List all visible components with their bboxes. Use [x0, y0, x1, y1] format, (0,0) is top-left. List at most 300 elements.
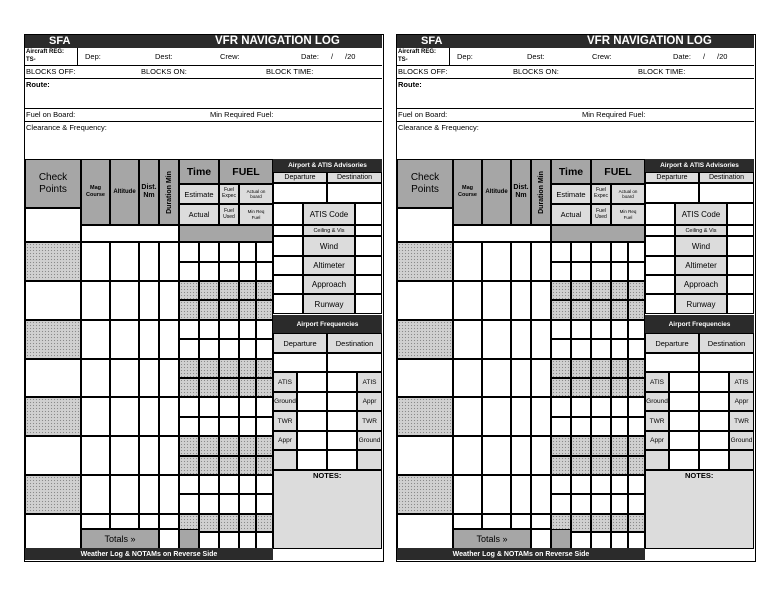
approach-dest-box[interactable]	[727, 275, 754, 294]
freq-departure-box[interactable]	[645, 353, 699, 372]
leg-cell[interactable]	[482, 397, 511, 436]
freq-atis-dep-box[interactable]	[297, 372, 327, 392]
time-fuel-cell[interactable]	[591, 397, 611, 417]
altimeter-dep-box[interactable]	[645, 256, 675, 275]
time-fuel-cell[interactable]	[239, 436, 256, 456]
freq-ground-box[interactable]	[297, 392, 327, 411]
time-fuel-cell[interactable]	[611, 475, 628, 494]
time-fuel-cell[interactable]	[219, 262, 239, 281]
freq-appr-dep-box[interactable]	[297, 431, 327, 450]
time-fuel-cell[interactable]	[571, 456, 591, 475]
time-fuel-cell[interactable]	[551, 417, 571, 436]
time-fuel-cell[interactable]	[256, 494, 273, 514]
checkpoint-cell[interactable]	[25, 242, 81, 281]
leg-cell[interactable]	[453, 281, 482, 320]
time-fuel-cell[interactable]	[199, 359, 219, 378]
advisory-departure-box[interactable]	[273, 183, 327, 203]
time-fuel-cell[interactable]	[611, 532, 628, 549]
leg-cell[interactable]	[453, 397, 482, 436]
leg-cell[interactable]	[453, 475, 482, 514]
time-fuel-cell[interactable]	[239, 339, 256, 359]
ceiling-dest-box[interactable]	[355, 225, 382, 236]
time-fuel-cell[interactable]	[239, 514, 256, 532]
time-fuel-cell[interactable]	[571, 242, 591, 262]
time-fuel-cell[interactable]	[628, 456, 645, 475]
time-fuel-cell[interactable]	[571, 417, 591, 436]
time-fuel-cell[interactable]	[199, 436, 219, 456]
ceiling-dep-box[interactable]	[645, 225, 675, 236]
leg-cell[interactable]	[159, 514, 179, 529]
leg-cell[interactable]	[81, 281, 110, 320]
altimeter-dest-box[interactable]	[355, 256, 382, 275]
time-fuel-cell[interactable]	[571, 475, 591, 494]
time-fuel-cell[interactable]	[551, 281, 571, 300]
time-fuel-cell[interactable]	[256, 300, 273, 320]
date-field[interactable]: Date:	[301, 52, 319, 61]
leg-cell[interactable]	[159, 242, 179, 281]
time-fuel-cell[interactable]	[256, 262, 273, 281]
time-fuel-cell[interactable]	[571, 262, 591, 281]
time-fuel-cell[interactable]	[551, 339, 571, 359]
time-fuel-cell[interactable]	[239, 242, 256, 262]
time-fuel-cell[interactable]	[199, 262, 219, 281]
time-fuel-cell[interactable]	[219, 339, 239, 359]
atis-dep-box[interactable]	[645, 203, 675, 225]
time-fuel-cell[interactable]	[551, 262, 571, 281]
time-fuel-cell[interactable]	[571, 494, 591, 514]
time-fuel-cell[interactable]	[551, 300, 571, 320]
totals-dist-box[interactable]	[159, 529, 179, 549]
time-fuel-cell[interactable]	[591, 532, 611, 549]
leg-cell[interactable]	[159, 436, 179, 475]
time-fuel-cell[interactable]	[591, 436, 611, 456]
time-fuel-cell[interactable]	[199, 417, 219, 436]
checkpoint-cell[interactable]	[397, 514, 453, 549]
time-fuel-cell[interactable]	[551, 494, 571, 514]
leg-cell[interactable]	[110, 320, 139, 359]
time-fuel-cell[interactable]	[591, 262, 611, 281]
leg-cell[interactable]	[110, 397, 139, 436]
fuel-on-board-field[interactable]: Fuel on Board:	[398, 110, 448, 119]
leg-cell[interactable]	[139, 281, 159, 320]
time-fuel-cell[interactable]	[179, 397, 199, 417]
time-fuel-cell[interactable]	[239, 359, 256, 378]
checkpoint-cell[interactable]	[397, 475, 453, 514]
dest-field[interactable]: Dest:	[155, 52, 173, 61]
time-fuel-cell[interactable]	[611, 417, 628, 436]
ceiling-dest-box[interactable]	[727, 225, 754, 236]
time-fuel-cell[interactable]	[591, 339, 611, 359]
time-fuel-cell[interactable]	[256, 320, 273, 339]
freq-twr-dest-box[interactable]	[327, 411, 357, 431]
time-fuel-cell[interactable]	[179, 378, 199, 397]
time-fuel-cell[interactable]	[628, 300, 645, 320]
time-fuel-cell[interactable]	[591, 359, 611, 378]
time-fuel-cell[interactable]	[628, 378, 645, 397]
time-fuel-cell[interactable]	[628, 532, 645, 549]
leg-cell[interactable]	[139, 514, 159, 529]
min-required-fuel-field[interactable]: Min Required Fuel:	[582, 110, 646, 119]
time-fuel-cell[interactable]	[199, 320, 219, 339]
leg-cell[interactable]	[511, 436, 531, 475]
leg-cell[interactable]	[511, 320, 531, 359]
time-fuel-cell[interactable]	[239, 320, 256, 339]
freq-departure-box[interactable]	[273, 353, 327, 372]
leg-cell[interactable]	[81, 242, 110, 281]
fuel-on-board-field[interactable]: Fuel on Board:	[26, 110, 76, 119]
time-fuel-cell[interactable]	[239, 456, 256, 475]
checkpoint-cell[interactable]	[25, 514, 81, 549]
time-fuel-cell[interactable]	[611, 456, 628, 475]
time-fuel-cell[interactable]	[628, 494, 645, 514]
checkpoint-cell[interactable]	[397, 242, 453, 281]
time-fuel-cell[interactable]	[219, 456, 239, 475]
time-fuel-cell[interactable]	[628, 475, 645, 494]
time-fuel-cell[interactable]	[179, 320, 199, 339]
time-fuel-cell[interactable]	[611, 281, 628, 300]
time-fuel-cell[interactable]	[628, 514, 645, 532]
checkpoint-cell[interactable]	[397, 436, 453, 475]
time-fuel-cell[interactable]	[219, 359, 239, 378]
time-fuel-cell[interactable]	[199, 281, 219, 300]
time-fuel-cell[interactable]	[551, 475, 571, 494]
time-fuel-cell[interactable]	[611, 378, 628, 397]
clearance-frequency-field[interactable]: Clearance & Frequency:	[26, 123, 107, 132]
leg-cell[interactable]	[81, 514, 110, 529]
totals-dist-box[interactable]	[531, 529, 551, 549]
time-fuel-cell[interactable]	[571, 378, 591, 397]
time-fuel-cell[interactable]	[611, 320, 628, 339]
time-fuel-cell[interactable]	[628, 262, 645, 281]
time-fuel-cell[interactable]	[611, 494, 628, 514]
atis-dep-box[interactable]	[273, 203, 303, 225]
leg-cell[interactable]	[110, 514, 139, 529]
wind-dest-box[interactable]	[727, 236, 754, 256]
leg-cell[interactable]	[482, 514, 511, 529]
time-fuel-cell[interactable]	[219, 242, 239, 262]
time-fuel-cell[interactable]	[571, 320, 591, 339]
leg-cell[interactable]	[110, 475, 139, 514]
freq-appr-dest-box[interactable]	[327, 392, 357, 411]
time-fuel-cell[interactable]	[628, 359, 645, 378]
checkpoint-cell[interactable]	[25, 281, 81, 320]
time-fuel-cell[interactable]	[239, 281, 256, 300]
checkpoint-cell[interactable]	[397, 359, 453, 397]
time-fuel-cell[interactable]	[551, 242, 571, 262]
time-fuel-cell[interactable]	[611, 436, 628, 456]
time-fuel-cell[interactable]	[591, 378, 611, 397]
leg-cell[interactable]	[453, 359, 482, 397]
time-fuel-cell[interactable]	[611, 514, 628, 532]
time-fuel-cell[interactable]	[219, 494, 239, 514]
freq-ground-dest-box[interactable]	[699, 431, 729, 450]
time-fuel-cell[interactable]	[239, 262, 256, 281]
time-fuel-cell[interactable]	[256, 339, 273, 359]
leg-cell[interactable]	[453, 514, 482, 529]
time-fuel-cell[interactable]	[628, 417, 645, 436]
min-required-fuel-field[interactable]: Min Required Fuel:	[210, 110, 274, 119]
blocks-on-field[interactable]: BLOCKS ON:	[513, 67, 559, 76]
leg-cell[interactable]	[531, 397, 551, 436]
freq-destination-box[interactable]	[699, 353, 754, 372]
block-time-field[interactable]: BLOCK TIME:	[266, 67, 314, 76]
leg-cell[interactable]	[81, 320, 110, 359]
time-fuel-cell[interactable]	[611, 359, 628, 378]
freq-atis-dest-box[interactable]	[327, 372, 357, 392]
time-fuel-cell[interactable]	[571, 281, 591, 300]
checkpoint-cell[interactable]	[25, 397, 81, 436]
time-fuel-cell[interactable]	[256, 475, 273, 494]
runway-dep-box[interactable]	[273, 294, 303, 314]
time-fuel-cell[interactable]	[219, 514, 239, 532]
advisory-destination-box[interactable]	[699, 183, 754, 203]
time-fuel-cell[interactable]	[256, 456, 273, 475]
freq-destination-box[interactable]	[327, 353, 382, 372]
time-fuel-cell[interactable]	[219, 532, 239, 549]
time-fuel-cell[interactable]	[199, 456, 219, 475]
blocks-on-field[interactable]: BLOCKS ON:	[141, 67, 187, 76]
leg-cell[interactable]	[482, 475, 511, 514]
leg-cell[interactable]	[482, 359, 511, 397]
time-fuel-cell[interactable]	[256, 397, 273, 417]
block-time-field[interactable]: BLOCK TIME:	[638, 67, 686, 76]
notes-area[interactable]	[645, 470, 754, 549]
time-fuel-cell[interactable]	[239, 397, 256, 417]
crew-field[interactable]: Crew:	[592, 52, 612, 61]
notes-area[interactable]	[273, 470, 382, 549]
time-fuel-cell[interactable]	[551, 359, 571, 378]
time-fuel-cell[interactable]	[239, 378, 256, 397]
leg-cell[interactable]	[453, 436, 482, 475]
time-fuel-cell[interactable]	[199, 339, 219, 359]
leg-cell[interactable]	[531, 436, 551, 475]
time-fuel-cell[interactable]	[628, 281, 645, 300]
leg-cell[interactable]	[482, 320, 511, 359]
time-fuel-cell[interactable]	[551, 456, 571, 475]
time-fuel-cell[interactable]	[571, 514, 591, 532]
time-fuel-cell[interactable]	[199, 532, 219, 549]
time-fuel-cell[interactable]	[239, 417, 256, 436]
runway-dest-box[interactable]	[355, 294, 382, 314]
freq-atis-dest-box[interactable]	[699, 372, 729, 392]
time-fuel-cell[interactable]	[179, 262, 199, 281]
clearance-frequency-field[interactable]: Clearance & Frequency:	[398, 123, 479, 132]
leg-cell[interactable]	[139, 242, 159, 281]
freq-ground-box[interactable]	[669, 392, 699, 411]
leg-cell[interactable]	[531, 320, 551, 359]
leg-cell[interactable]	[139, 397, 159, 436]
time-fuel-cell[interactable]	[179, 494, 199, 514]
leg-cell[interactable]	[159, 320, 179, 359]
time-fuel-cell[interactable]	[219, 300, 239, 320]
time-fuel-cell[interactable]	[199, 514, 219, 532]
atis-dest-box[interactable]	[727, 203, 754, 225]
time-fuel-cell[interactable]	[628, 242, 645, 262]
leg-cell[interactable]	[139, 320, 159, 359]
date-field[interactable]: Date:	[673, 52, 691, 61]
ceiling-dep-box[interactable]	[273, 225, 303, 236]
time-fuel-cell[interactable]	[199, 242, 219, 262]
leg-cell[interactable]	[453, 320, 482, 359]
time-fuel-cell[interactable]	[551, 397, 571, 417]
time-fuel-cell[interactable]	[199, 378, 219, 397]
approach-dep-box[interactable]	[645, 275, 675, 294]
leg-cell[interactable]	[482, 281, 511, 320]
leg-cell[interactable]	[531, 242, 551, 281]
blocks-off-field[interactable]: BLOCKS OFF:	[26, 67, 76, 76]
time-fuel-cell[interactable]	[179, 456, 199, 475]
time-fuel-cell[interactable]	[591, 242, 611, 262]
time-fuel-cell[interactable]	[256, 532, 273, 549]
time-fuel-cell[interactable]	[256, 242, 273, 262]
time-fuel-cell[interactable]	[256, 281, 273, 300]
dep-field[interactable]: Dep:	[457, 52, 473, 61]
crew-field[interactable]: Crew:	[220, 52, 240, 61]
route-field[interactable]: Route:	[398, 80, 422, 89]
checkpoint-cell[interactable]	[397, 320, 453, 359]
time-fuel-cell[interactable]	[571, 397, 591, 417]
leg-cell[interactable]	[511, 397, 531, 436]
time-fuel-cell[interactable]	[591, 417, 611, 436]
time-fuel-cell[interactable]	[219, 475, 239, 494]
time-fuel-cell[interactable]	[219, 397, 239, 417]
time-fuel-cell[interactable]	[239, 532, 256, 549]
leg-cell[interactable]	[110, 242, 139, 281]
time-fuel-cell[interactable]	[179, 475, 199, 494]
freq-twr-dest-box[interactable]	[699, 411, 729, 431]
leg-cell[interactable]	[482, 242, 511, 281]
runway-dest-box[interactable]	[727, 294, 754, 314]
leg-cell[interactable]	[110, 436, 139, 475]
leg-cell[interactable]	[453, 242, 482, 281]
time-fuel-cell[interactable]	[239, 475, 256, 494]
time-fuel-cell[interactable]	[179, 339, 199, 359]
freq-appr-dest-box[interactable]	[699, 392, 729, 411]
dest-field[interactable]: Dest:	[527, 52, 545, 61]
freq-appr-dep-box[interactable]	[669, 431, 699, 450]
time-fuel-cell[interactable]	[551, 320, 571, 339]
time-fuel-cell[interactable]	[199, 494, 219, 514]
time-fuel-cell[interactable]	[591, 320, 611, 339]
time-fuel-cell[interactable]	[239, 494, 256, 514]
altimeter-dep-box[interactable]	[273, 256, 303, 275]
freq-atis-dep-box[interactable]	[669, 372, 699, 392]
checkpoint-start-box[interactable]	[397, 208, 453, 242]
approach-dep-box[interactable]	[273, 275, 303, 294]
checkpoint-cell[interactable]	[25, 475, 81, 514]
time-fuel-cell[interactable]	[591, 514, 611, 532]
checkpoint-cell[interactable]	[25, 436, 81, 475]
leg-cell[interactable]	[81, 436, 110, 475]
leg-cell[interactable]	[139, 475, 159, 514]
leg-cell[interactable]	[511, 359, 531, 397]
freq-spare-dep-box[interactable]	[297, 450, 327, 470]
checkpoint-start-box[interactable]	[25, 208, 81, 242]
leg-cell[interactable]	[110, 359, 139, 397]
time-fuel-cell[interactable]	[219, 417, 239, 436]
leg-cell[interactable]	[81, 475, 110, 514]
wind-dep-box[interactable]	[273, 236, 303, 256]
checkpoint-cell[interactable]	[397, 397, 453, 436]
time-fuel-cell[interactable]	[611, 300, 628, 320]
time-fuel-cell[interactable]	[611, 262, 628, 281]
time-fuel-cell[interactable]	[219, 378, 239, 397]
leg-cell[interactable]	[159, 281, 179, 320]
time-fuel-cell[interactable]	[628, 436, 645, 456]
leg-cell[interactable]	[159, 475, 179, 514]
time-fuel-cell[interactable]	[591, 300, 611, 320]
checkpoint-cell[interactable]	[25, 320, 81, 359]
freq-twr-dep-box[interactable]	[297, 411, 327, 431]
time-fuel-cell[interactable]	[571, 339, 591, 359]
time-fuel-cell[interactable]	[591, 281, 611, 300]
leg-cell[interactable]	[511, 242, 531, 281]
leg-cell[interactable]	[531, 514, 551, 529]
time-fuel-cell[interactable]	[179, 242, 199, 262]
atis-dest-box[interactable]	[355, 203, 382, 225]
time-fuel-cell[interactable]	[179, 281, 199, 300]
time-fuel-cell[interactable]	[219, 281, 239, 300]
leg-cell[interactable]	[511, 514, 531, 529]
time-fuel-cell[interactable]	[551, 378, 571, 397]
leg-cell[interactable]	[159, 359, 179, 397]
leg-cell[interactable]	[81, 397, 110, 436]
time-fuel-cell[interactable]	[571, 300, 591, 320]
leg-cell[interactable]	[531, 281, 551, 320]
altimeter-dest-box[interactable]	[727, 256, 754, 275]
time-fuel-cell[interactable]	[571, 436, 591, 456]
time-fuel-cell[interactable]	[571, 359, 591, 378]
time-fuel-cell[interactable]	[199, 475, 219, 494]
approach-dest-box[interactable]	[355, 275, 382, 294]
freq-spare-dep-box[interactable]	[669, 450, 699, 470]
blocks-off-field[interactable]: BLOCKS OFF:	[398, 67, 448, 76]
dep-field[interactable]: Dep:	[85, 52, 101, 61]
leg-cell[interactable]	[81, 359, 110, 397]
time-fuel-cell[interactable]	[591, 475, 611, 494]
leg-cell[interactable]	[139, 436, 159, 475]
time-fuel-cell[interactable]	[179, 300, 199, 320]
leg-cell[interactable]	[511, 475, 531, 514]
freq-spare-dest-box[interactable]	[699, 450, 729, 470]
freq-twr-dep-box[interactable]	[669, 411, 699, 431]
advisory-destination-box[interactable]	[327, 183, 382, 203]
time-fuel-cell[interactable]	[628, 339, 645, 359]
leg-cell[interactable]	[139, 359, 159, 397]
leg-cell[interactable]	[531, 475, 551, 514]
time-fuel-cell[interactable]	[591, 456, 611, 475]
leg-cell[interactable]	[482, 436, 511, 475]
freq-ground-dest-box[interactable]	[327, 431, 357, 450]
time-fuel-cell[interactable]	[256, 436, 273, 456]
time-fuel-cell[interactable]	[179, 436, 199, 456]
checkpoint-cell[interactable]	[25, 359, 81, 397]
time-fuel-cell[interactable]	[239, 300, 256, 320]
time-fuel-cell[interactable]	[611, 242, 628, 262]
time-fuel-cell[interactable]	[628, 397, 645, 417]
freq-spare-dest-box[interactable]	[327, 450, 357, 470]
time-fuel-cell[interactable]	[179, 417, 199, 436]
time-fuel-cell[interactable]	[199, 300, 219, 320]
leg-cell[interactable]	[159, 397, 179, 436]
time-fuel-cell[interactable]	[219, 320, 239, 339]
leg-cell[interactable]	[110, 281, 139, 320]
time-fuel-cell[interactable]	[179, 359, 199, 378]
time-fuel-cell[interactable]	[611, 339, 628, 359]
leg-cell[interactable]	[511, 281, 531, 320]
time-fuel-cell[interactable]	[591, 494, 611, 514]
wind-dep-box[interactable]	[645, 236, 675, 256]
